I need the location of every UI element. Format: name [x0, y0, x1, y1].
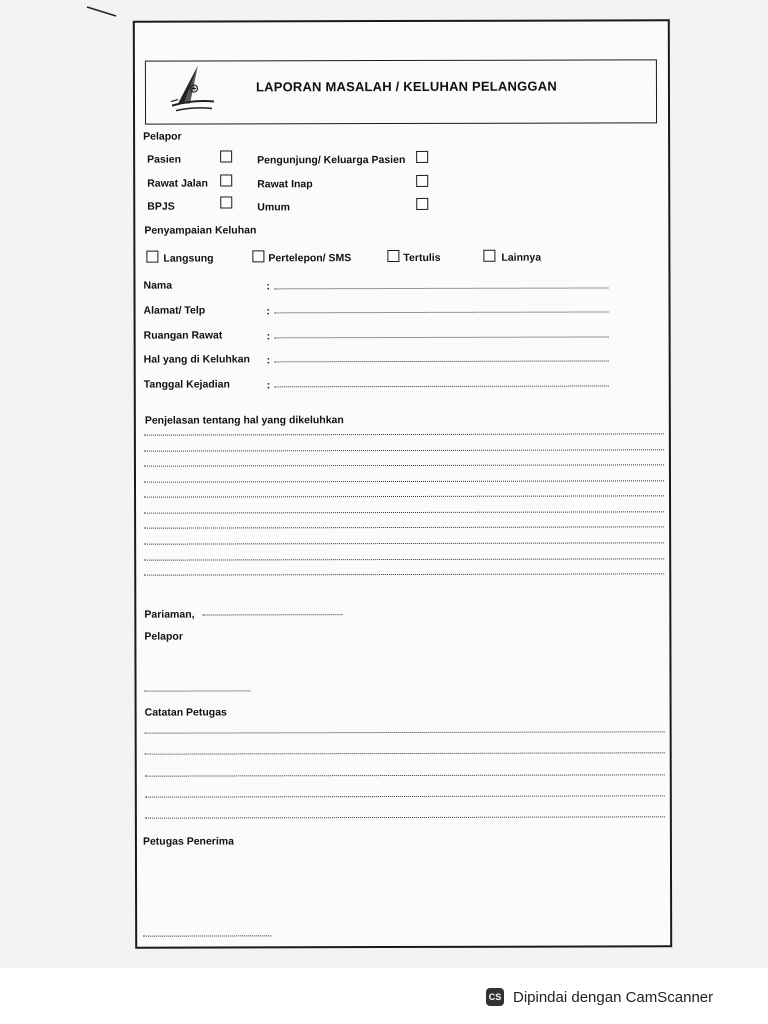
- form-header: [145, 59, 657, 124]
- option-bpjs-label: BPJS: [147, 200, 175, 213]
- checkbox-rawat-inap[interactable]: [416, 175, 428, 187]
- option-langsung-label: Langsung: [163, 252, 214, 265]
- field-alamat-colon: :: [266, 305, 271, 318]
- penjelasan-line[interactable]: [144, 464, 664, 466]
- option-pengunjung-label: Pengunjung/ Keluarga Pasien: [257, 153, 406, 167]
- penjelasan-line[interactable]: [144, 542, 664, 544]
- catatan-line[interactable]: [145, 731, 665, 733]
- pelapor-signature-line[interactable]: [145, 690, 251, 691]
- penjelasan-line[interactable]: [144, 573, 664, 575]
- catatan-line[interactable]: [145, 795, 665, 797]
- field-nama-colon: :: [266, 280, 270, 293]
- penjelasan-line[interactable]: [144, 480, 664, 482]
- option-pertelepon-label: Pertelepon/ SMS: [268, 252, 352, 265]
- field-alamat-label: Alamat/ Telp: [143, 304, 206, 317]
- field-ruangan-label: Ruangan Rawat: [143, 329, 223, 342]
- pelapor-signature-label: Pelapor: [144, 630, 183, 643]
- checkbox-tertulis[interactable]: [387, 250, 399, 262]
- checkbox-bpjs[interactable]: [220, 196, 232, 208]
- checkbox-umum[interactable]: [416, 198, 428, 210]
- field-ruangan-line[interactable]: [275, 336, 609, 338]
- checkbox-pertelepon[interactable]: [252, 250, 264, 262]
- field-nama-label: Nama: [143, 279, 173, 292]
- checkbox-langsung[interactable]: [146, 251, 158, 263]
- field-tanggal-label: Tanggal Kejadian: [143, 378, 230, 391]
- checkbox-rawat-jalan[interactable]: [220, 174, 232, 186]
- field-alamat-line[interactable]: [275, 311, 609, 313]
- penjelasan-line[interactable]: [144, 526, 664, 528]
- option-umum-label: Umum: [257, 201, 290, 214]
- petugas-signature-line[interactable]: [143, 935, 271, 936]
- penjelasan-line[interactable]: [144, 511, 664, 513]
- field-hal-line[interactable]: [275, 360, 609, 362]
- penjelasan-line[interactable]: [144, 433, 664, 435]
- catatan-line[interactable]: [145, 816, 665, 818]
- catatan-heading: Catatan Petugas: [144, 706, 227, 719]
- option-lainnya-label: Lainnya: [501, 251, 542, 264]
- penyampaian-heading: Penyampaian Keluhan: [144, 224, 257, 237]
- field-nama-line[interactable]: [274, 287, 608, 289]
- complaint-form: [133, 19, 672, 948]
- option-rawat-jalan-label: Rawat Jalan: [147, 177, 208, 190]
- date-line[interactable]: [202, 614, 342, 615]
- checkbox-pasien[interactable]: [220, 150, 232, 162]
- field-hal-colon: :: [266, 354, 271, 367]
- checkbox-lainnya[interactable]: [483, 250, 495, 262]
- catatan-line[interactable]: [145, 774, 665, 776]
- field-ruangan-colon: :: [266, 330, 271, 343]
- hospital-logo-icon: [168, 63, 218, 115]
- field-tanggal-colon: :: [266, 379, 271, 392]
- form-title: LAPORAN MASALAH / KELUHAN PELANGGAN: [255, 78, 557, 95]
- pen-stroke-mark: [86, 4, 118, 18]
- checkbox-pengunjung[interactable]: [416, 151, 428, 163]
- camscanner-text: Dipindai dengan CamScanner: [513, 988, 714, 1006]
- penjelasan-line[interactable]: [144, 558, 664, 560]
- option-rawat-inap-label: Rawat Inap: [257, 178, 313, 191]
- place-label: Pariaman,: [144, 608, 195, 621]
- penjelasan-line[interactable]: [144, 495, 664, 497]
- field-tanggal-line[interactable]: [275, 385, 609, 387]
- option-tertulis-label: Tertulis: [403, 251, 441, 264]
- petugas-heading: Petugas Penerima: [142, 835, 234, 848]
- camscanner-icon: CS: [486, 988, 504, 1006]
- camscanner-badge: [472, 982, 756, 1012]
- option-pasien-label: Pasien: [147, 153, 182, 166]
- catatan-line[interactable]: [145, 752, 665, 754]
- penjelasan-heading: Penjelasan tentang hal yang dikeluhkan: [144, 414, 344, 427]
- penjelasan-line[interactable]: [144, 449, 664, 451]
- field-hal-label: Hal yang di Keluhkan: [143, 353, 250, 366]
- pelapor-heading: Pelapor: [143, 130, 182, 143]
